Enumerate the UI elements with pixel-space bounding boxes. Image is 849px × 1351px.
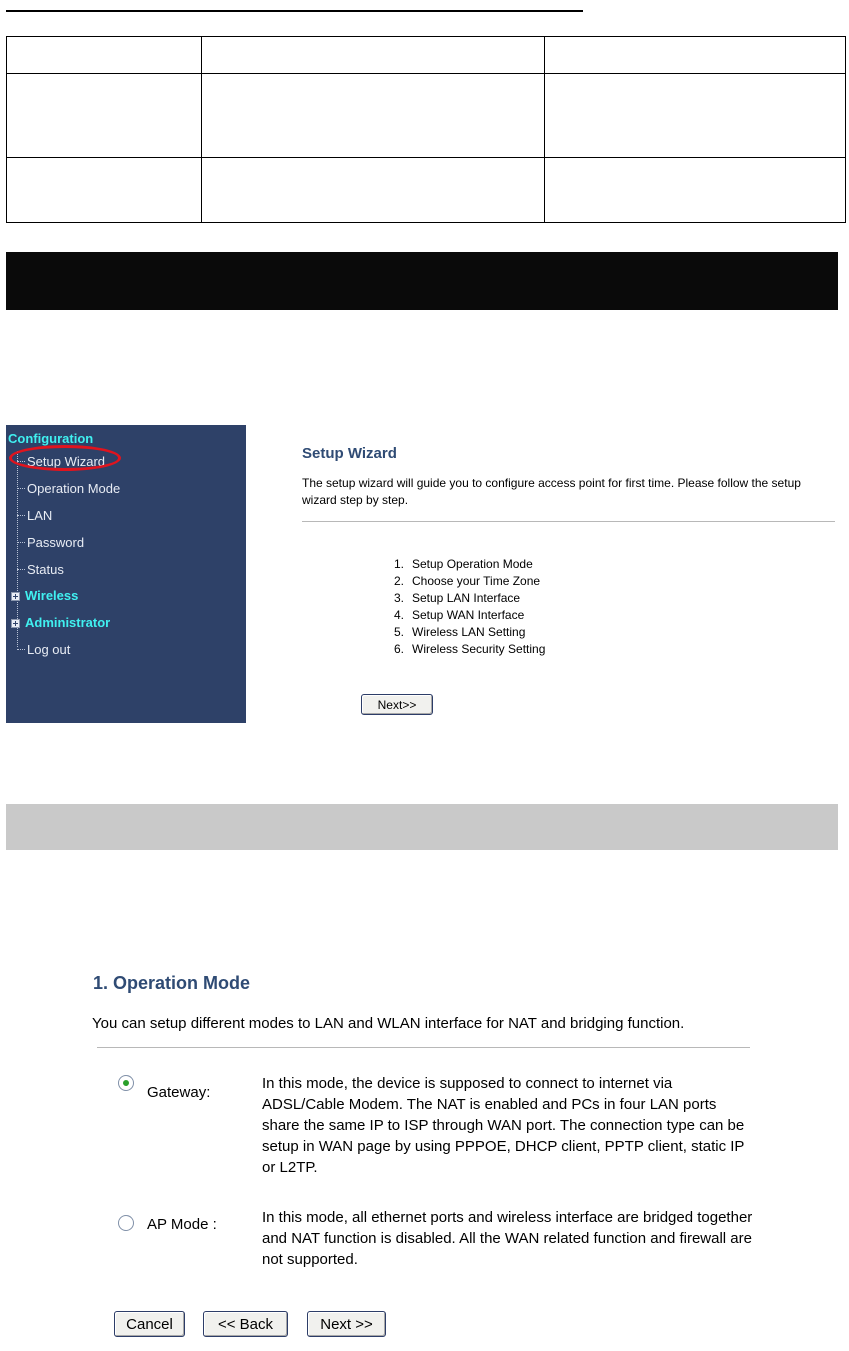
highlight-circle bbox=[9, 445, 121, 471]
table-header-cell bbox=[202, 37, 545, 74]
page-description: You can setup different modes to LAN and WLAN interface for NAT and bridging function. bbox=[92, 1015, 685, 1032]
section-heading-bar bbox=[6, 252, 838, 310]
list-item bbox=[368, 590, 545, 607]
step-number: 6. bbox=[393, 642, 404, 656]
sidebar-item-setup-wizard[interactable]: Setup Wizard bbox=[27, 454, 106, 469]
step-label: Setup WAN Interface bbox=[412, 608, 525, 622]
setup-wizard-panel bbox=[248, 425, 841, 723]
step-label: Setup Operation Mode bbox=[412, 557, 533, 571]
step-label: Choose your Time Zone bbox=[412, 574, 541, 588]
table-header-row bbox=[7, 37, 846, 74]
ap-mode-description: In this mode, all ethernet ports and wireless interface are bridged together and NAT function is disabled. All the WAN related function and firewall are not supported. bbox=[262, 1209, 753, 1268]
table-cell bbox=[545, 74, 846, 158]
divider bbox=[97, 1047, 750, 1048]
wizard-steps-list bbox=[368, 556, 545, 658]
ap-mode-label: AP Mode : bbox=[147, 1216, 217, 1233]
list-item bbox=[368, 624, 545, 641]
tree-branch bbox=[17, 649, 25, 650]
expand-plus-icon[interactable] bbox=[11, 619, 20, 628]
step-number: 4. bbox=[393, 608, 404, 622]
table-header-cell bbox=[545, 37, 846, 74]
step-label: Wireless LAN Setting bbox=[412, 625, 526, 639]
config-sidebar bbox=[6, 425, 246, 723]
sidebar-item-status[interactable]: Status bbox=[27, 562, 64, 577]
sidebar-item-password[interactable]: Password bbox=[27, 535, 85, 550]
step-number: 5. bbox=[393, 625, 404, 639]
tree-line bbox=[17, 451, 18, 647]
step-label: Setup LAN Interface bbox=[412, 591, 521, 605]
next-button[interactable]: Next >> bbox=[307, 1311, 386, 1337]
sidebar-item-lan[interactable]: LAN bbox=[27, 508, 53, 523]
page-title: 1. Operation Mode bbox=[93, 973, 251, 993]
tree-branch bbox=[17, 569, 25, 570]
table-cell bbox=[202, 158, 545, 223]
list-item bbox=[368, 641, 545, 658]
tree-branch bbox=[17, 488, 25, 489]
gateway-radio[interactable] bbox=[118, 1075, 134, 1091]
table-header-cell bbox=[7, 37, 202, 74]
page-title: Setup Wizard bbox=[302, 445, 397, 462]
sidebar-title: Configuration bbox=[8, 431, 94, 446]
section-heading-bar bbox=[6, 804, 838, 850]
list-item bbox=[368, 607, 545, 624]
table-row bbox=[7, 74, 846, 158]
step-number: 3. bbox=[393, 591, 404, 605]
divider bbox=[302, 521, 835, 522]
cancel-button[interactable]: Cancel bbox=[114, 1311, 185, 1337]
table-cell bbox=[7, 74, 202, 158]
step-number: 1. bbox=[393, 557, 404, 571]
page-description: The setup wizard will guide you to configure access point for first time. Please follow the setup wizard step by step. bbox=[302, 476, 801, 507]
setup-wizard-screenshot bbox=[6, 425, 841, 725]
gateway-label: Gateway: bbox=[147, 1084, 211, 1101]
sidebar-item-logout[interactable]: Log out bbox=[27, 642, 71, 657]
expand-plus-icon[interactable] bbox=[11, 592, 20, 601]
next-button[interactable]: Next>> bbox=[361, 694, 433, 715]
table-cell bbox=[545, 158, 846, 223]
tree-branch bbox=[17, 542, 25, 543]
table-cell bbox=[7, 158, 202, 223]
list-item bbox=[368, 556, 545, 573]
back-button[interactable]: << Back bbox=[203, 1311, 288, 1337]
sidebar-group-administrator[interactable]: Administrator bbox=[25, 615, 111, 630]
sidebar-group-wireless[interactable]: Wireless bbox=[25, 588, 79, 603]
gateway-description: In this mode, the device is supposed to connect to internet via ADSL/Cable Modem. The NAT is enabled and PCs in four LAN ports share the same IP to ISP through WAN port. The connection type can be setup in WAN page by using PPPOE, DHCP client, PPTP client, static IP or L2TP. bbox=[262, 1075, 745, 1176]
tree-branch bbox=[17, 515, 25, 516]
ap-mode-radio[interactable] bbox=[118, 1215, 134, 1231]
step-number: 2. bbox=[393, 574, 404, 588]
sidebar-item-operation-mode[interactable]: Operation Mode bbox=[27, 481, 121, 496]
step-label: Wireless Security Setting bbox=[412, 642, 546, 656]
list-item bbox=[368, 573, 545, 590]
table-cell bbox=[202, 74, 545, 158]
spec-table bbox=[6, 36, 846, 223]
table-row bbox=[7, 158, 846, 223]
top-rule bbox=[6, 10, 583, 12]
